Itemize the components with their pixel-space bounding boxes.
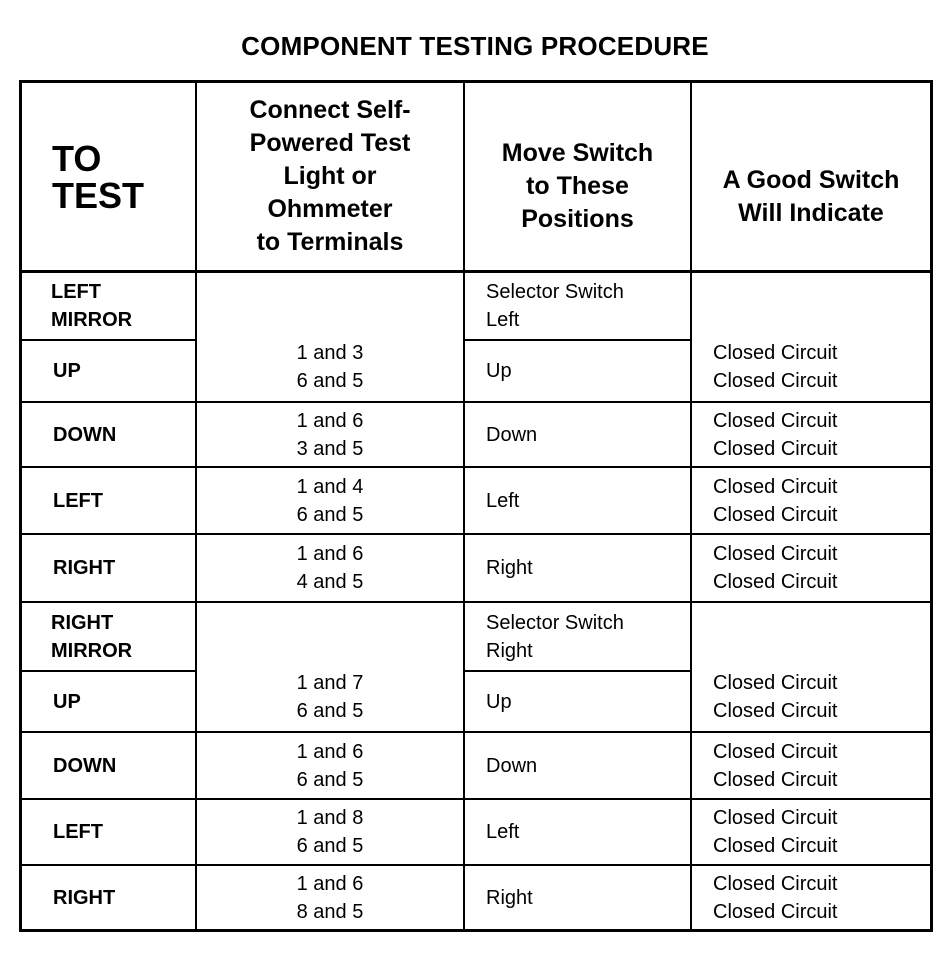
table-row-indicate: Closed Circuit Closed Circuit <box>713 543 838 593</box>
right-mirror-selector: Selector Switch Right <box>486 611 624 662</box>
table-row-indicate: Closed Circuit Closed Circuit <box>713 872 838 923</box>
header-to-test: TO TEST <box>52 137 145 216</box>
table-row-test: LEFT <box>53 821 103 843</box>
table-row-indicate: Closed Circuit Closed Circuit <box>713 342 838 392</box>
table-row-position: Down <box>486 423 538 446</box>
table-row-terminals: 1 and 3 6 and 5 <box>296 342 364 392</box>
table-row-terminals: 1 and 6 6 and 5 <box>296 740 364 791</box>
table-row-test: RIGHT <box>53 557 116 579</box>
table-row-test: LEFT <box>53 489 103 512</box>
table-row-terminals: 1 and 6 3 and 5 <box>296 409 364 460</box>
left-mirror-label: LEFT MIRROR <box>51 281 133 331</box>
table-row-position: Up <box>486 690 512 713</box>
header-good-switch: A Good Switch Will Indicate <box>722 165 900 227</box>
table-row-position: Left <box>486 821 520 843</box>
header-move-switch: Move Switch to These Positions <box>501 139 654 233</box>
table-row-test: UP <box>53 360 81 382</box>
table-row-indicate: Closed Circuit Closed Circuit <box>713 672 838 722</box>
table-row-indicate: Closed Circuit Closed Circuit <box>713 475 838 526</box>
table-row-test: DOWN <box>53 423 117 446</box>
table-row-indicate: Closed Circuit Closed Circuit <box>713 409 838 460</box>
table-row-test: UP <box>53 690 81 713</box>
table-row-terminals: 1 and 8 6 and 5 <box>296 807 364 857</box>
table-row-indicate: Closed Circuit Closed Circuit <box>713 807 838 857</box>
table-row-position: Right <box>486 886 533 909</box>
table-row-test: DOWN <box>53 754 117 777</box>
table-row-test: RIGHT <box>53 886 116 909</box>
table-row-terminals: 1 and 6 8 and 5 <box>296 872 364 923</box>
table-row-position: Up <box>486 360 512 382</box>
table-row-indicate: Closed Circuit Closed Circuit <box>713 740 838 791</box>
left-mirror-selector: Selector Switch Left <box>486 281 624 331</box>
table-row-terminals: 1 and 7 6 and 5 <box>296 672 364 722</box>
header-connect-terminals: Connect Self- Powered Test Light or Ohmmeter to Terminals <box>249 96 411 256</box>
testing-procedure-table <box>19 80 933 932</box>
table-row-terminals: 1 and 6 4 and 5 <box>296 543 364 593</box>
table-row-position: Down <box>486 754 538 777</box>
right-mirror-label: RIGHT MIRROR <box>51 611 133 662</box>
page-title: COMPONENT TESTING PROCEDURE <box>241 31 709 61</box>
table-row-terminals: 1 and 4 6 and 5 <box>296 475 364 526</box>
table-row-position: Left <box>486 489 520 512</box>
table-row-position: Right <box>486 557 533 579</box>
